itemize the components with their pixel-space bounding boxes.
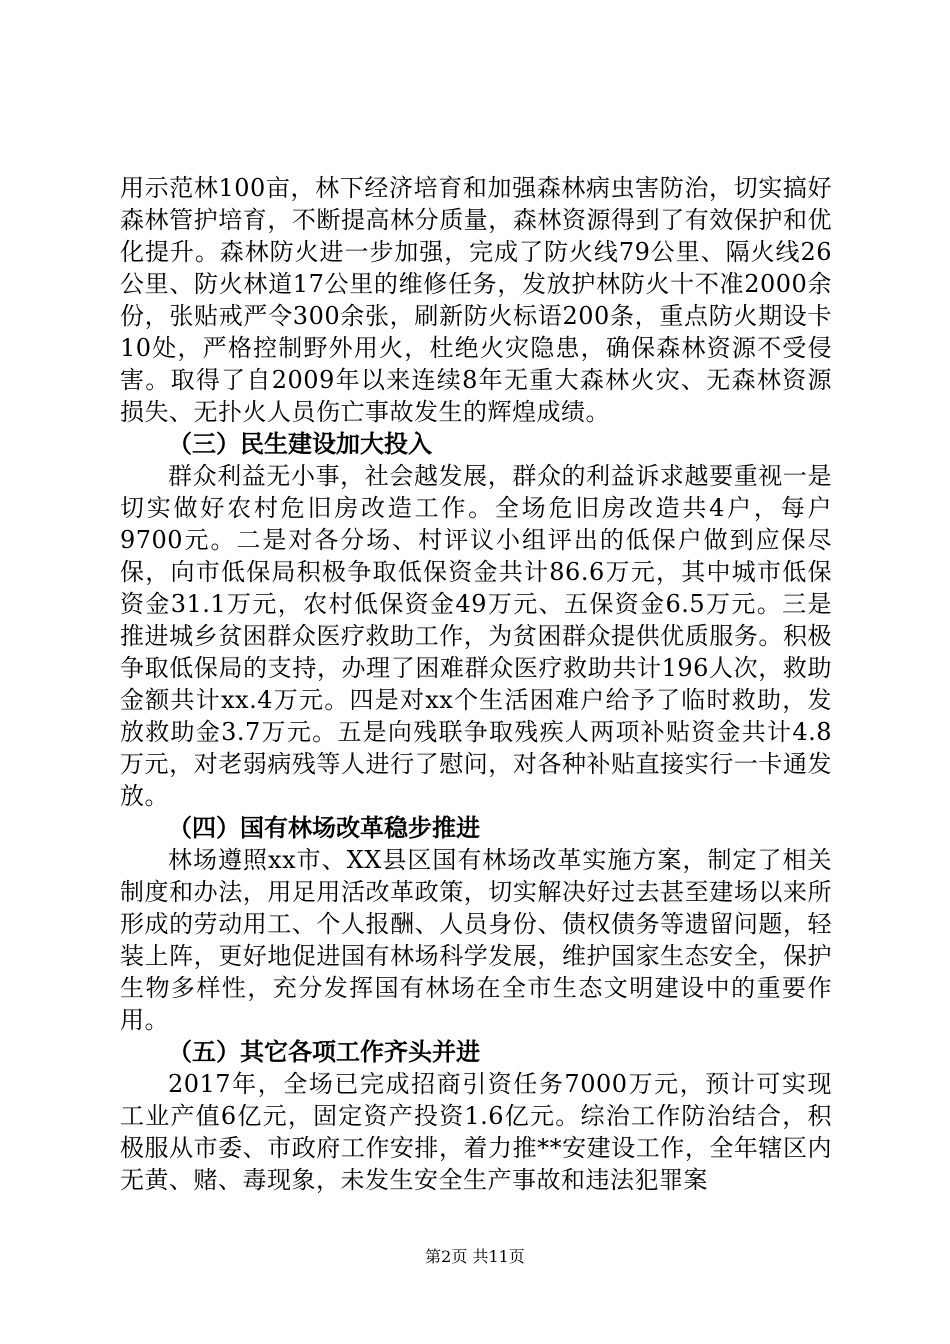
section-heading-4: （四）国有林场改革稳步推进 xyxy=(168,814,480,842)
section-heading-3: （三）民生建设加大投入 xyxy=(168,430,432,458)
paragraph-forest-protection: 用示范林100亩，林下经济培育和加强森林病虫害防治，切实搞好森林管护培育，不断提高林分质量，森林资源得到了有效保护和优化提升。森林防火进一步加强，完成了防火线79公里、隔火线26公里、防火林道17公里的维修任务，发放护林防火十不准2000余份，张贴戒严令300余张，刷新防火标语200条，重点防火期设卡10处，严格控制野外用火，杜绝火灾隐患，确保森林资源不受侵害。取得了自2009年以来连续8年无重大森林火灾、无森林资源损失、无扑火人员伤亡事故发生的辉煌成绩。 xyxy=(120,174,832,426)
paragraph-livelihood: 群众利益无小事，社会越发展，群众的利益诉求越要重视一是切实做好农村危旧房改造工作。全场危旧房改造共4户，每户9700元。二是对各分场、村评议小组评出的低保户做到应保尽保，向市低保局积极争取低保资金共计86.6万元，其中城市低保资金31.1万元，农村低保资金49万元、五保资金6.5万元。三是推进城乡贫困群众医疗救助工作，为贫困群众提供优质服务。积极争取低保局的支持，办理了困难群众医疗救助共计196人次，救助金额共计xx.4万元。四是对xx个生活困难户给予了临时救助，发放救助金3.7万元。五是向残联争取残疾人两项补贴资金共计4.8万元，对老弱病残等人进行了慰问，对各种补贴直接实行一卡通发放。 xyxy=(120,462,832,810)
section-heading-5: （五）其它各项工作齐头并进 xyxy=(168,1038,480,1066)
paragraph-reform: 林场遵照xx市、XX县区国有林场改革实施方案，制定了相关制度和办法，用足用活改革政策，切实解决好过去甚至建场以来所形成的劳动用工、个人报酬、人员身份、债权债务等遗留问题，轻装上阵，更好地促进国有林场科学发展，维护国家生态安全，保护生物多样性，充分发挥国有林场在全市生态文明建设中的重要作用。 xyxy=(120,846,832,1034)
paragraph-other-work: 2017年，全场已完成招商引资任务7000万元，预计可实现工业产值6亿元，固定资产投资1.6亿元。综治工作防治结合，积极服从市委、市政府工作安排，着力推**安建设工作，全年辖区内无黄、赌、毒现象，未发生安全生产事故和违法犯罪案 xyxy=(120,1070,832,1194)
document-body xyxy=(120,172,832,1196)
page-number-footer: 第2页 共11页 xyxy=(425,1247,525,1266)
